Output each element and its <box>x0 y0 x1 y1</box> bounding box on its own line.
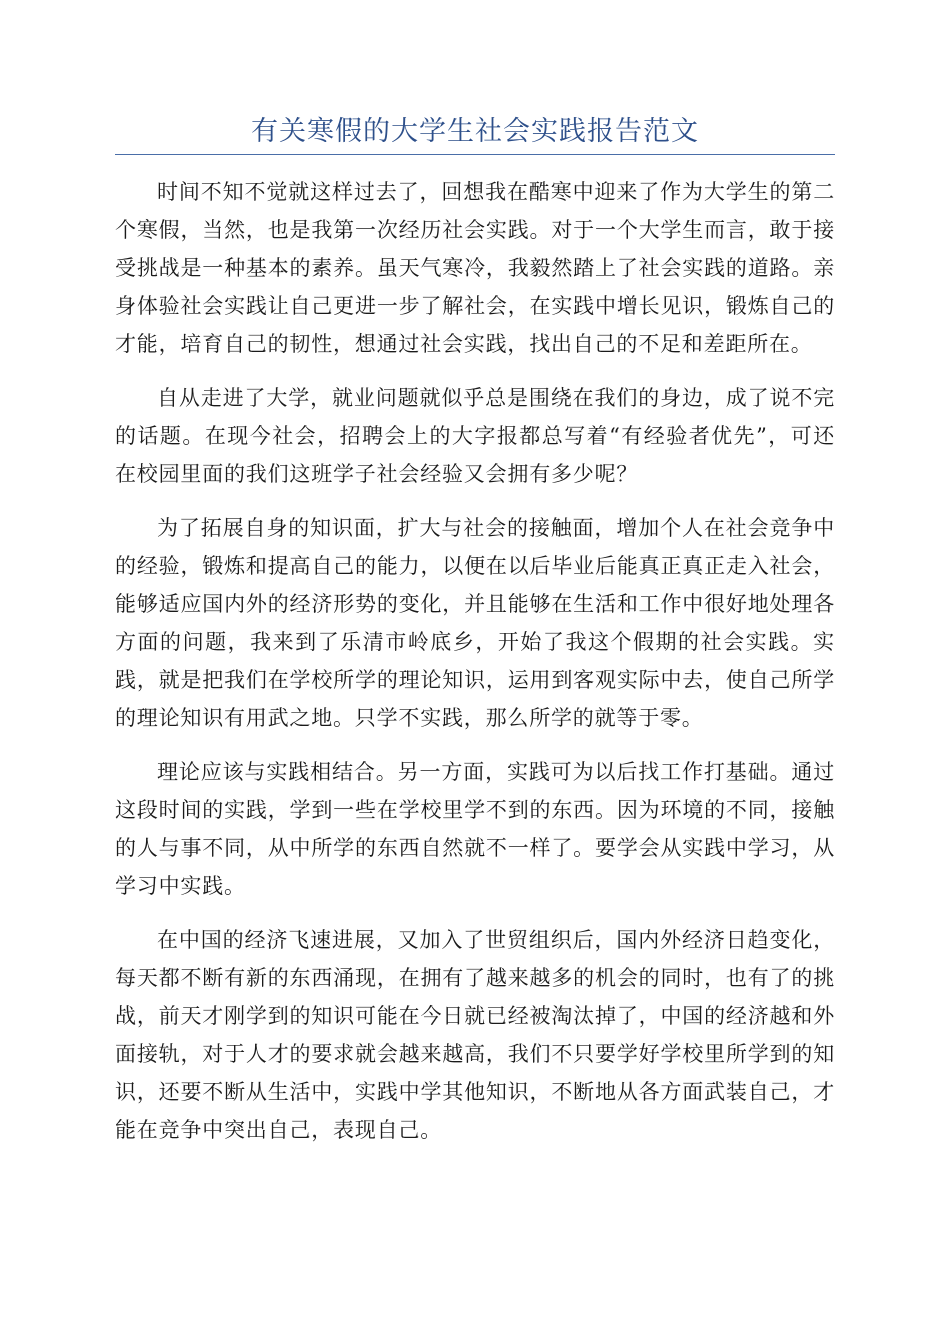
paragraph: 为了拓展自身的知识面，扩大与社会的接触面，增加个人在社会竞争中的经验，锻炼和提高自己的能力，以便在以后毕业后能真正真正走入社会，能够适应国内外的经济形势的变化，并且能够在生活和工作中很好地处理各方面的问题，我来到了乐清市岭底乡，开始了我这个假期的社会实践。实践，就是把我们在学校所学的理论知识，运用到客观实际中去，使自己所学的理论知识有用武之地。只学不实践，那么所学的就等于零。 <box>115 516 835 730</box>
title-underline <box>115 154 835 155</box>
document-title: 有关寒假的大学生社会实践报告范文 <box>251 116 699 147</box>
paragraph: 在中国的经济飞速进展，又加入了世贸组织后，国内外经济日趋变化，每天都不断有新的东西涌现，在拥有了越来越多的机会的同时，也有了的挑战，前天才刚学到的知识可能在今日就已经被淘汰掉了，中国的经济越和外面接轨，对于人才的要求就会越来越高，我们不只要学好学校里所学到的知识，还要不断从生活中，实践中学其他知识，不断地从各方面武装自己，才能在竞争中突出自己，表现自己。 <box>115 928 835 1142</box>
document-body <box>115 173 835 1165</box>
paragraph: 时间不知不觉就这样过去了，回想我在酷寒中迎来了作为大学生的第二个寒假，当然，也是我第一次经历社会实践。对于一个大学生而言，敢于接受挑战是一种基本的素养。虽天气寒冷，我毅然踏上了社会实践的道路。亲身体验社会实践让自己更进一步了解社会，在实践中增长见识，锻炼自己的才能，培育自己的韧性，想通过社会实践，找出自己的不足和差距所在。 <box>115 180 835 356</box>
paragraph: 自从走进了大学，就业问题就似乎总是围绕在我们的身边，成了说不完的话题。在现今社会，招聘会上的大字报都总写着“有经验者优先”，可还在校园里面的我们这班学子社会经验又会拥有多少呢？ <box>115 386 835 486</box>
paragraph: 理论应该与实践相结合。另一方面，实践可为以后找工作打基础。通过这段时间的实践，学到一些在学校里学不到的东西。因为环境的不同，接触的人与事不同，从中所学的东西自然就不一样了。要学会从实践中学习，从学习中实践。 <box>115 760 835 898</box>
